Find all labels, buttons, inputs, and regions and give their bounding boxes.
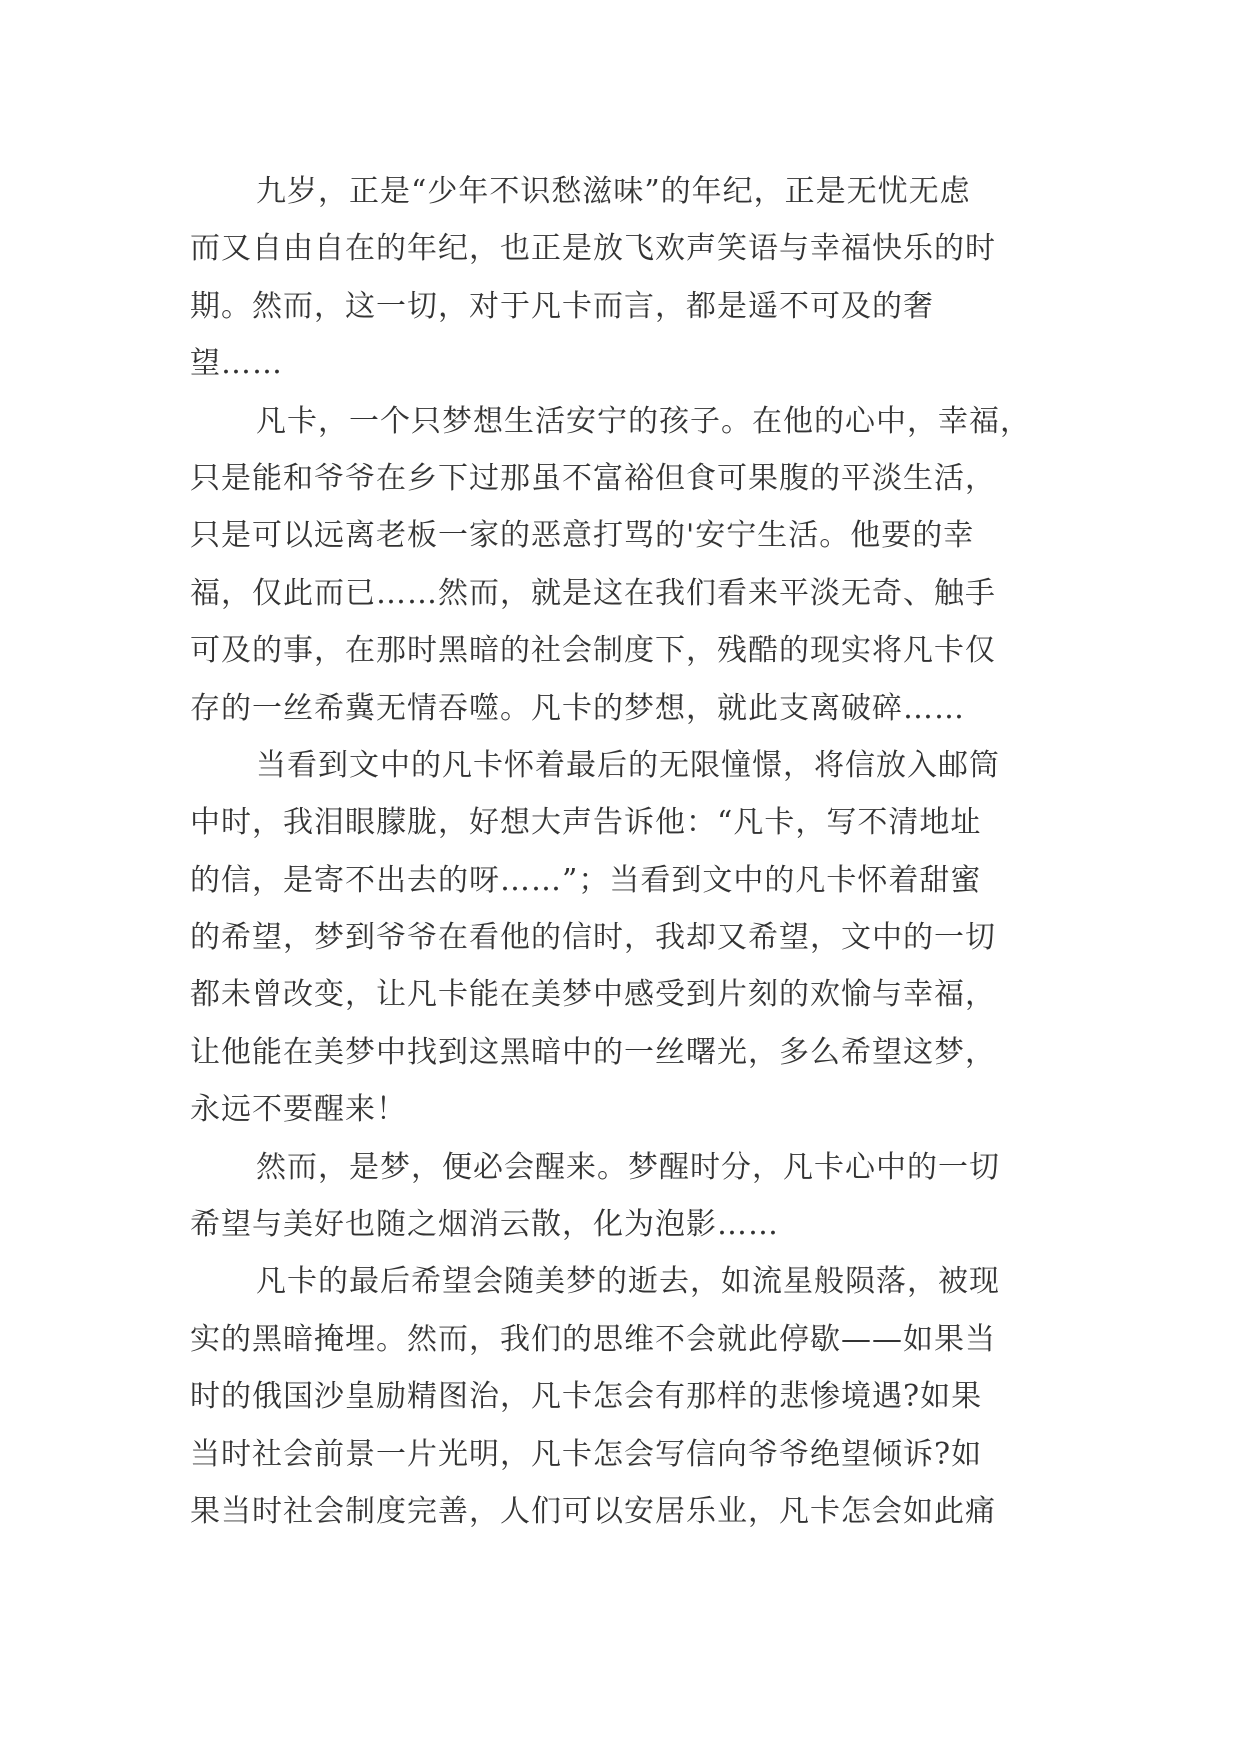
text-line: 都未曾改变，让凡卡能在美梦中感受到片刻的欢愉与幸福， [190,977,996,1013]
text-line: 的希望，梦到爷爷在看他的信时，我却又希望，文中的一切 [190,920,996,956]
essay-body [190,163,1050,1540]
text-line: 期。然而，这一切，对于凡卡而言，都是遥不可及的奢 [190,288,934,324]
paragraph-first-line: 然而，是梦，便必会醒来。梦醒时分，凡卡心中的一切 [256,1149,1000,1185]
paragraph-first-line: 九岁，正是“少年不识愁滋味”的年纪，正是无忧无虑 [256,174,971,209]
text-line: 果当时社会制度完善，人们可以安居乐业，凡卡怎会如此痛 [190,1493,996,1529]
text-line: 永远不要醒来！ [190,1092,407,1128]
paragraph-first-line: 凡卡，一个只梦想生活安宁的孩子。在他的心中，幸福， [256,403,1031,439]
text-line: 望…… [190,346,283,382]
text-line: 当时社会前景一片光明，凡卡怎会写信向爷爷绝望倾诉?如 [190,1436,983,1472]
paragraph-first-line: 凡卡的最后希望会随美梦的逝去，如流星般陨落，被现 [256,1264,1000,1300]
text-line: 让他能在美梦中找到这黑暗中的一丝曙光，多么希望这梦， [190,1034,996,1070]
text-line: 中时，我泪眼朦胧，好想大声告诉他：“凡卡，写不清地址 [190,805,982,841]
text-line: 的信，是寄不出去的呀……”；当看到文中的凡卡怀着甜蜜 [190,862,982,898]
text-line: 可及的事，在那时黑暗的社会制度下，残酷的现实将凡卡仅 [190,633,996,669]
text-line: 只是能和爷爷在乡下过那虽不富裕但食可果腹的平淡生活， [190,460,996,496]
text-line: 而又自由自在的年纪，也正是放飞欢声笑语与幸福快乐的时 [190,231,996,267]
paragraph-first-line: 当看到文中的凡卡怀着最后的无限憧憬，将信放入邮筒 [256,747,1000,783]
text-line: 福，仅此而已……然而，就是这在我们看来平淡无奇、触手 [190,575,996,611]
text-line: 实的黑暗掩埋。然而，我们的思维不会就此停歇——如果当 [190,1321,996,1357]
text-line: 只是可以远离老板一家的恶意打骂的'安宁生活。他要的幸 [190,518,975,554]
text-line: 希望与美好也随之烟消云散，化为泡影…… [190,1207,779,1243]
text-line: 存的一丝希冀无情吞噬。凡卡的梦想，就此支离破碎…… [190,690,965,726]
text-line: 时的俄国沙皇励精图治，凡卡怎会有那样的悲惨境遇?如果 [190,1379,983,1415]
